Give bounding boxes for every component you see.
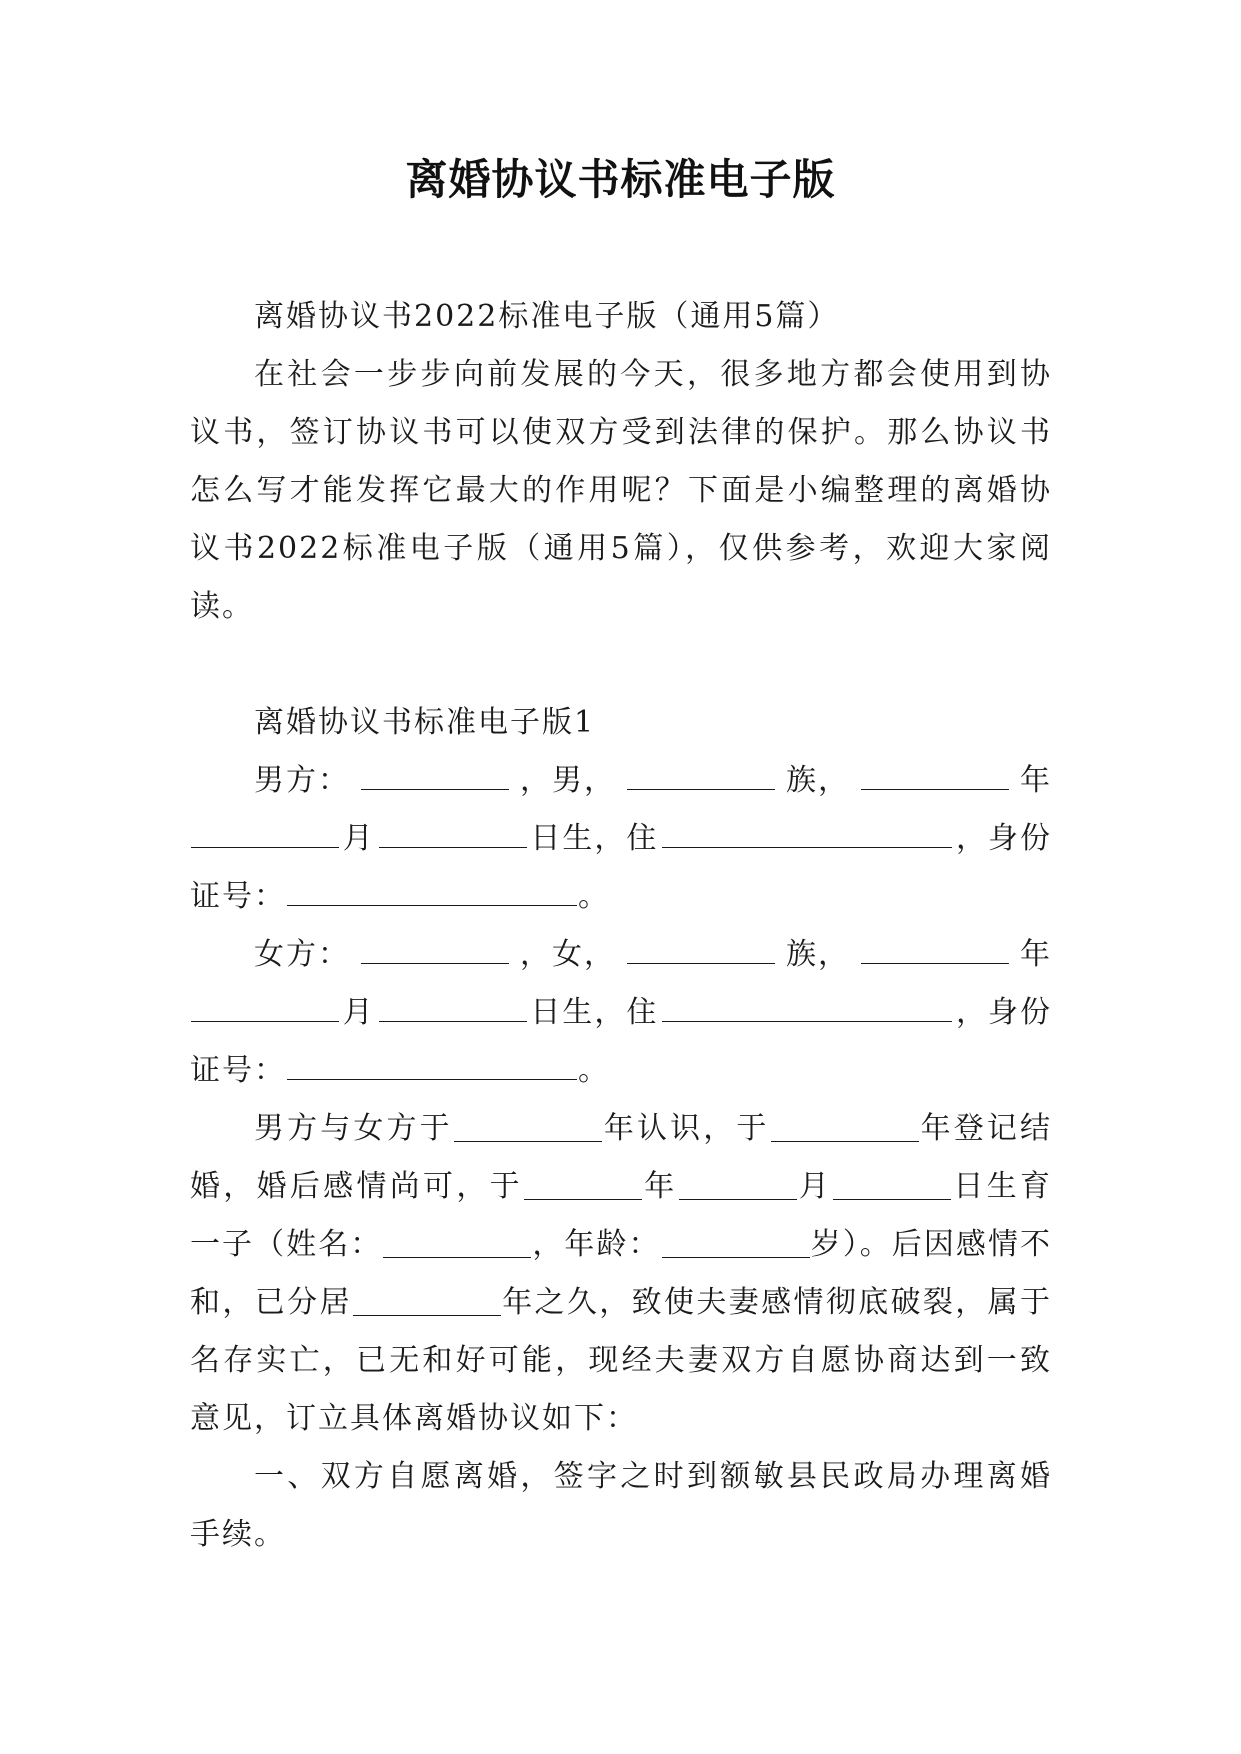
male-gender: ，男， [520, 763, 616, 798]
female-ethnicity-label: 族， [786, 937, 850, 972]
male-line-end: 。 [578, 879, 610, 914]
female-line-3 [190, 1042, 1052, 1100]
female-id-prefix: ，身份 [955, 995, 1052, 1030]
clause-1: 一、双方自愿离婚，签字之时到额敏县民政局办理离婚手续。 [190, 1459, 1052, 1552]
female-year-label: 年 [1020, 937, 1052, 972]
female-label: 女方： [254, 937, 350, 972]
male-birth-year-blank[interactable] [861, 759, 1009, 790]
child-name-blank[interactable] [383, 1227, 531, 1258]
marriage-text-3: 年登记结婚，婚后感情尚可，于 [190, 1111, 1052, 1204]
female-line-1 [190, 926, 1052, 984]
marriage-text-1: 男方与女方于 [254, 1111, 453, 1146]
paragraph-gap [190, 636, 1052, 694]
document-title: 离婚协议书标准电子版 [405, 155, 836, 204]
male-id-label: 证号： [190, 879, 286, 914]
female-line-2 [190, 984, 1052, 1042]
child-birth-month-blank[interactable] [679, 1169, 797, 1200]
male-ethnicity-label: 族， [786, 763, 850, 798]
child-birth-year-blank[interactable] [524, 1169, 642, 1200]
female-line-end: 。 [578, 1053, 610, 1088]
met-year-blank[interactable] [454, 1111, 602, 1142]
female-month-label: 月 [342, 995, 375, 1030]
female-day-address-label: 日生，住 [530, 995, 659, 1030]
female-birth-month-blank[interactable] [191, 991, 339, 1022]
male-label: 男方： [254, 763, 350, 798]
section-title: 离婚协议书标准电子版1 [254, 705, 596, 740]
male-line-2 [190, 810, 1052, 868]
male-name-blank[interactable] [361, 759, 509, 790]
marriage-paragraph [190, 1100, 1052, 1448]
male-month-label: 月 [342, 821, 375, 856]
child-age-blank[interactable] [662, 1227, 810, 1258]
female-id-label: 证号： [190, 1053, 286, 1088]
male-id-blank[interactable] [287, 875, 577, 906]
male-ethnicity-blank[interactable] [627, 759, 775, 790]
marriage-text-2: 年认识，于 [602, 1111, 770, 1146]
registration-year-blank[interactable] [771, 1111, 919, 1142]
intro-paragraph: 在社会一步步向前发展的今天，很多地方都会使用到协议书，签订协议书可以使双方受到法律的保护。那么协议书怎么写才能发挥它最大的作用呢？下面是小编整理的离婚协议书2022标准电子版（通用5篇），仅供参考，欢迎大家阅读。 [190, 357, 1052, 624]
male-day-address-label: 日生，住 [530, 821, 659, 856]
marriage-text-6: 日生育一子（姓名： [190, 1169, 1053, 1262]
subtitle-line: 离婚协议书2022标准电子版（通用5篇） [254, 299, 840, 334]
female-birth-day-blank[interactable] [379, 991, 527, 1022]
male-line-3 [190, 868, 1052, 926]
female-birth-year-blank[interactable] [861, 933, 1009, 964]
female-name-blank[interactable] [361, 933, 509, 964]
male-line-1 [190, 752, 1052, 810]
female-ethnicity-blank[interactable] [627, 933, 775, 964]
separation-years-blank[interactable] [353, 1285, 501, 1316]
marriage-text-8: 岁）。后因感情不和，已分居 [190, 1227, 1053, 1320]
male-year-label: 年 [1020, 763, 1052, 798]
female-gender: ，女， [520, 937, 616, 972]
male-birth-month-blank[interactable] [191, 817, 339, 848]
marriage-text-7: ，年龄： [532, 1227, 661, 1262]
child-birth-day-blank[interactable] [833, 1169, 951, 1200]
male-birth-day-blank[interactable] [379, 817, 527, 848]
marriage-text-9: 年之久，致使夫妻感情彻底破裂，属于名存实亡，已无和好可能，现经夫妻双方自愿协商达到一致意见，订立具体离婚协议如下： [190, 1285, 1053, 1436]
male-address-blank[interactable] [662, 817, 952, 848]
marriage-text-4: 年 [642, 1169, 678, 1204]
marriage-text-5: 月 [797, 1169, 833, 1204]
female-id-blank[interactable] [287, 1049, 577, 1080]
male-id-prefix: ，身份 [955, 821, 1052, 856]
document-body [190, 288, 1052, 1564]
female-address-blank[interactable] [662, 991, 952, 1022]
